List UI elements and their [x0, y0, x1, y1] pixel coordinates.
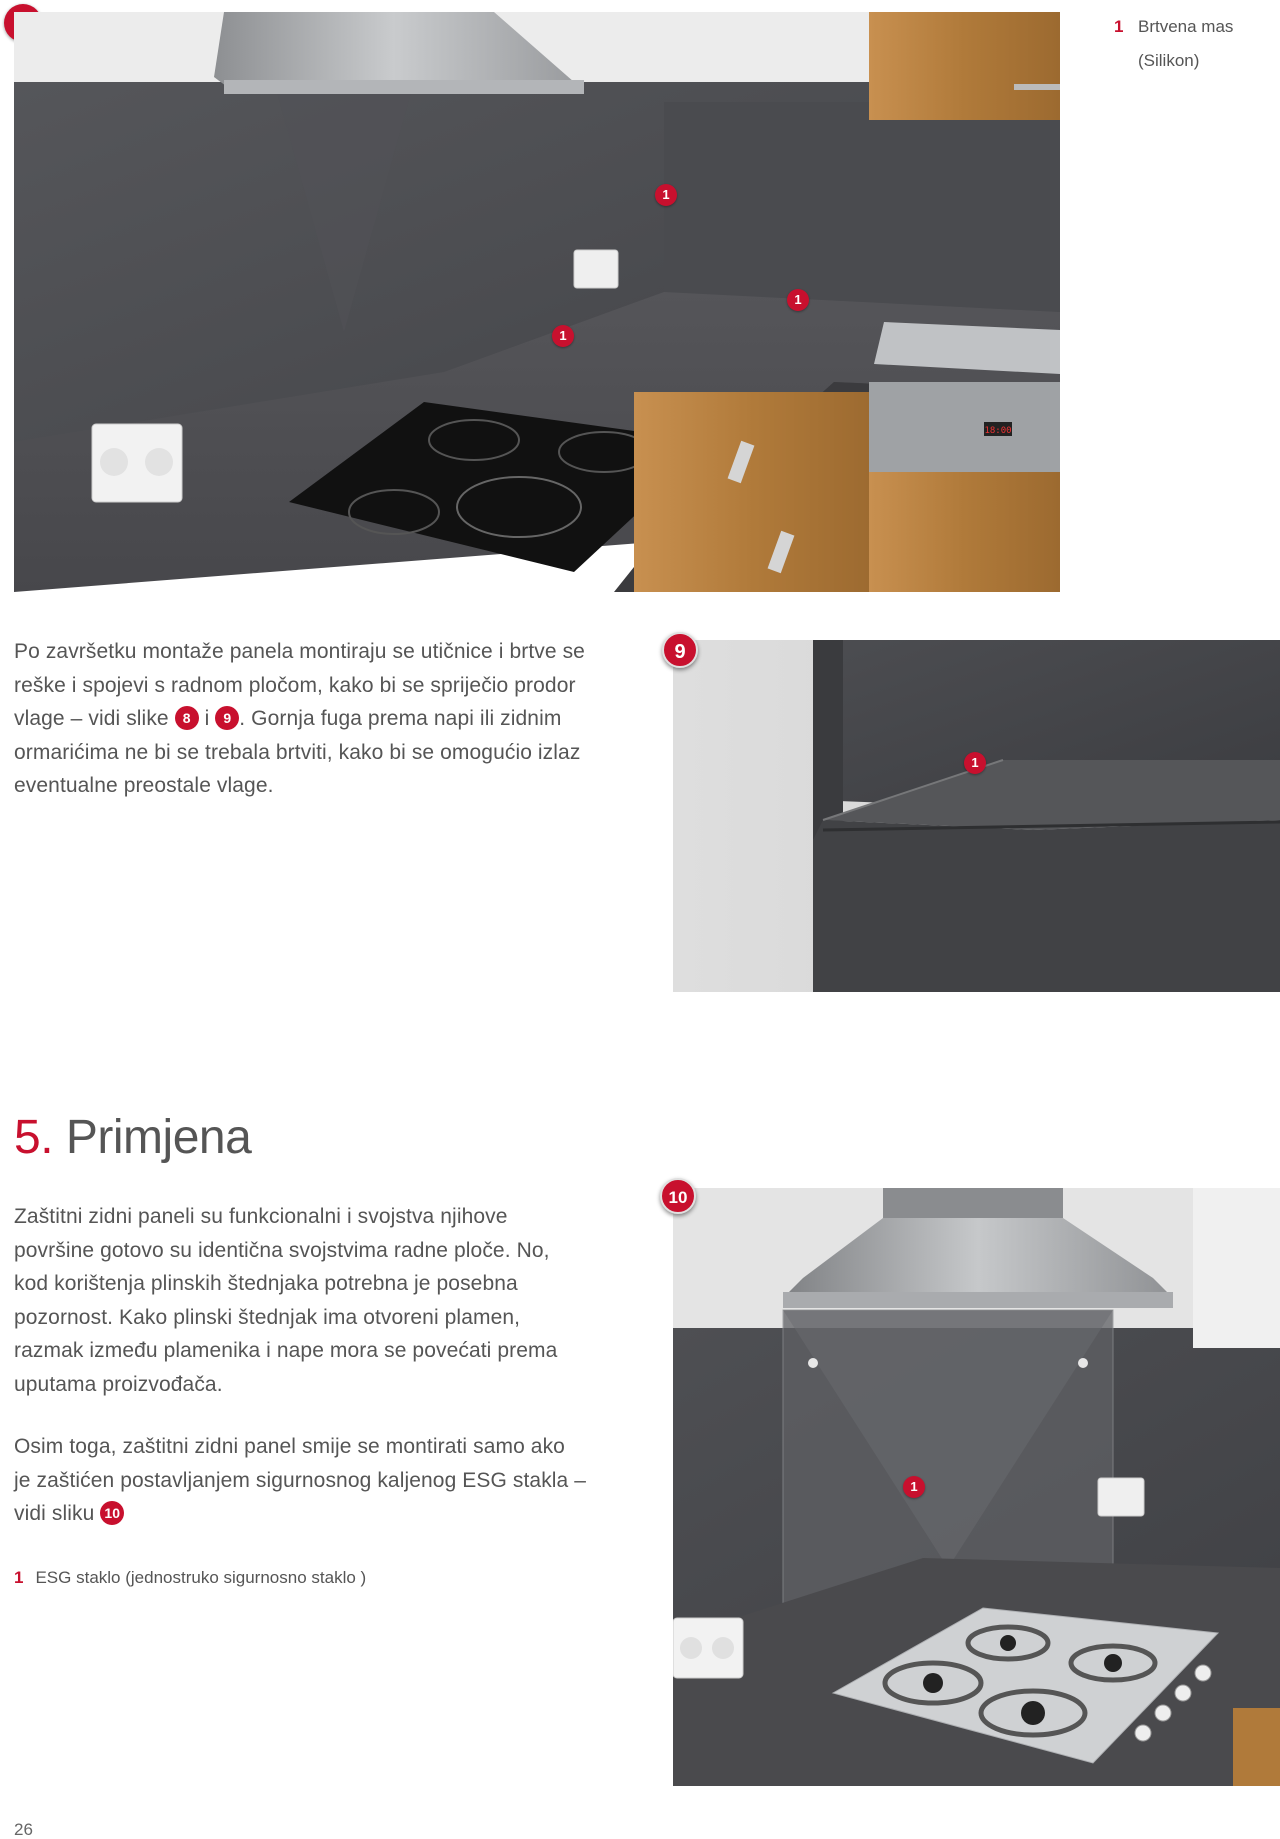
marker-1-photo1-c: 1 — [552, 325, 574, 347]
section-heading — [14, 1110, 251, 1165]
paragraph-application-line2: površine gotovo su identična svojstvima radne ploče. No, — [14, 1238, 550, 1262]
marker-1-photo2: 1 — [964, 752, 986, 774]
paragraph-esg-line2: je zaštićen postavljanjem sigurnosnog kaljenog ESG stakla – — [14, 1468, 587, 1492]
paragraph-esg-glass — [14, 1430, 654, 1531]
ref-figure-8: 8 — [175, 706, 199, 730]
figure-10-label: 10 — [660, 1178, 696, 1214]
paragraph-application-line3: kod korištenja plinskih štednjaka potrebna je posebna — [14, 1272, 518, 1295]
paragraph-application-line6: uputama proizvođača. — [14, 1372, 223, 1396]
section-number: 5. — [14, 1111, 54, 1164]
paragraph-sealing-line3: vlage – vidi slike — [14, 707, 169, 730]
marker-1-photo1-a: 1 — [655, 184, 677, 206]
marker-1-photo1-b: 1 — [787, 289, 809, 311]
legend-top-line2: (Silikon) — [1138, 51, 1200, 70]
paragraph-esg-line1: Osim toga, zaštitni zidni panel smije se montirati samo ako — [14, 1435, 565, 1458]
joint-closeup-photo — [673, 640, 1280, 992]
paragraph-esg-line3: vidi sliku — [14, 1502, 95, 1525]
paragraph-sealing-line1: Po završetku montaže panela montiraju se utičnice i brtve se — [14, 640, 585, 663]
figure-9-label: 9 — [662, 632, 698, 668]
paragraph-sealing-line5: eventualne preostale vlage. — [14, 774, 274, 797]
marker-1-photo3: 1 — [903, 1476, 925, 1498]
legend-top-number: 1 — [1114, 17, 1124, 36]
ref-figure-10: 10 — [100, 1501, 124, 1525]
legend-top — [1114, 10, 1274, 78]
legend-bottom-text: ESG staklo (jednostruko sigurnosno staklo ) — [35, 1568, 367, 1587]
paragraph-application — [14, 1200, 654, 1401]
paragraph-application-line4: pozornost. Kako plinski štednjak ima otvoreni plamen, — [14, 1305, 521, 1329]
page-number: 26 — [14, 1820, 33, 1839]
ref-figure-9: 9 — [215, 706, 239, 730]
legend-top-line1: Brtvena mas — [1138, 17, 1234, 36]
paragraph-sealing-connector: i — [204, 707, 210, 730]
paragraph-sealing — [14, 635, 654, 803]
legend-bottom-number: 1 — [14, 1568, 24, 1587]
oven-display: 18:00 — [984, 426, 1012, 436]
gas-hob-photo — [673, 1188, 1280, 1786]
kitchen-photo-induction — [14, 12, 1060, 592]
paragraph-sealing-line2: reške i spojevi s radnom pločom, kako bi se spriječio prodor — [14, 673, 576, 697]
paragraph-application-line1: Zaštitni zidni paneli su funkcionalni i svojstva njihove — [14, 1205, 508, 1228]
paragraph-application-line5: razmak između plamenika i nape mora se povećati prema — [14, 1339, 558, 1362]
section-title: Primjena — [65, 1111, 252, 1164]
paragraph-sealing-line3b: . Gornja fuga prema napi ili zidnim — [239, 707, 562, 730]
legend-bottom — [14, 1568, 366, 1588]
paragraph-sealing-line4: ormarićima ne bi se trebala brtviti, kako bi se omogućio izlaz — [14, 740, 581, 764]
